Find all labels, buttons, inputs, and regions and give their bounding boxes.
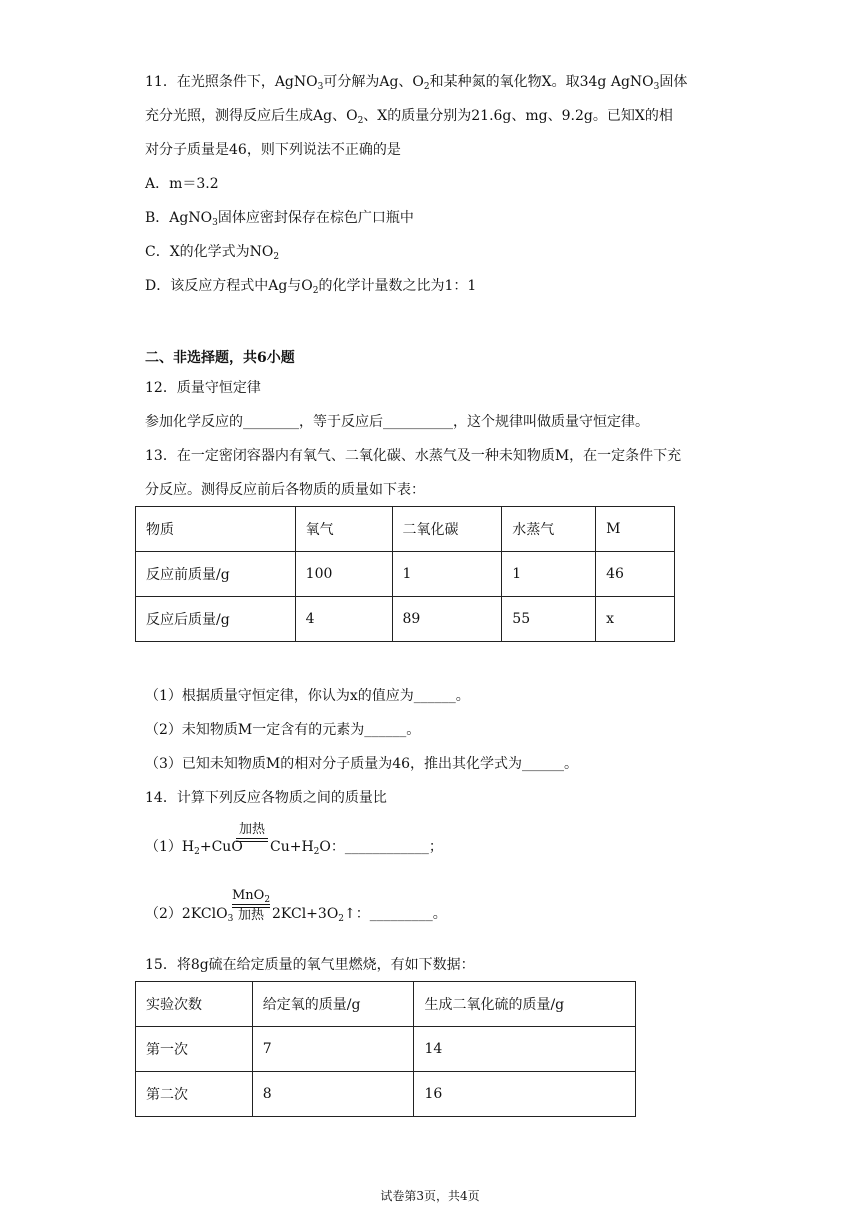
q11-line2: 充分光照，测得反应后生成Ag、$O_2$、X的质量分别为21.6g、mg、9.2g。已知X的相: [145, 108, 673, 126]
table-cell: 89: [392, 597, 502, 642]
q14-title: 14．计算下列反应各物质之间的质量比: [145, 790, 387, 806]
heat-condition-label: 加热: [238, 822, 265, 837]
table-cell: 1: [392, 552, 502, 597]
table-cell: 14: [414, 1027, 636, 1072]
table-cell: 第二次: [136, 1072, 253, 1117]
q14-equation-1-products: $Cu+H_2O$：____________；: [270, 839, 443, 857]
table-cell: 第一次: [136, 1027, 253, 1072]
q11-line1: 11．在光照条件下，AgNO$_3$可分解为Ag、$O_2$和某种氮的氧化物X。取34g AgNO$_3$固体: [145, 74, 688, 92]
q13-sub2: （2）未知物质M一定含有的元素为______。: [145, 722, 421, 738]
table-cell: 46: [596, 552, 675, 597]
heat-condition-label: 加热: [237, 908, 264, 923]
catalyst-label: MnO$_2$: [232, 888, 271, 905]
table-cell: 实验次数: [136, 982, 253, 1027]
q13-sub3: （3）已知未知物质M的相对分子质量为46，推出其化学式为______。: [145, 756, 579, 772]
q14-eq1-condition: [236, 822, 268, 842]
table-cell: 物质: [136, 507, 296, 552]
q11-line3: 对分子质量是46，则下列说法不正确的是: [145, 142, 401, 158]
table-cell: 给定氧的质量/g: [252, 982, 414, 1027]
table-cell: x: [596, 597, 675, 642]
table-row: [136, 552, 675, 597]
table-row: [136, 1027, 636, 1072]
table-cell: 水蒸气: [502, 507, 596, 552]
table-row: [136, 982, 636, 1027]
table-cell: 4: [295, 597, 392, 642]
q15-table: [135, 981, 636, 1117]
q12-text: 参加化学反应的________，等于反应后__________，这个规律叫做质量守恒定律。: [145, 414, 649, 430]
table-cell: M: [596, 507, 675, 552]
q13-line2: 分反应。测得反应前后各物质的质量如下表：: [145, 482, 425, 498]
q13-line1: 13．在一定密闭容器内有氧气、二氧化碳、水蒸气及一种未知物质M，在一定条件下充: [145, 448, 682, 464]
q11-option-a: A．m＝3.2: [145, 176, 219, 192]
table-cell: 100: [295, 552, 392, 597]
q13-sub1: （1）根据质量守恒定律，你认为x的值应为______。: [145, 688, 470, 704]
table-row: [136, 507, 675, 552]
table-row: [136, 1072, 636, 1117]
q14-eq2-condition: [232, 888, 270, 924]
table-cell: 生成二氧化硫的质量/g: [414, 982, 636, 1027]
q14-equation-1: $(1)H_2+CuO$: [145, 839, 243, 857]
q13-table: [135, 506, 675, 642]
table-cell: 8: [252, 1072, 414, 1117]
table-cell: 氧气: [295, 507, 392, 552]
q14-equation-2-products: $2KCl+3O_2↑$：_________。: [272, 906, 447, 924]
equals-sign: [236, 838, 268, 842]
table-cell: 反应前质量/g: [136, 552, 296, 597]
table-cell: 1: [502, 552, 596, 597]
q12-title: 12．质量守恒定律: [145, 380, 261, 396]
table-row: [136, 597, 675, 642]
q11-option-c: C．X的化学式为$NO_2$: [145, 244, 280, 262]
table-cell: 16: [414, 1072, 636, 1117]
table-cell: 反应后质量/g: [136, 597, 296, 642]
q15-title: 15．将8g硫在给定质量的氧气里燃烧，有如下数据：: [145, 957, 475, 973]
q14-equation-2: （2）2KClO$_3$: [145, 906, 234, 924]
table-cell: 7: [252, 1027, 414, 1072]
q11-option-d: D．该反应方程式中Ag与$O_2$的化学计量数之比为1：1: [145, 278, 477, 296]
table-cell: 55: [502, 597, 596, 642]
page-footer: 试卷第3页，共4页: [380, 1189, 480, 1203]
table-cell: 二氧化碳: [392, 507, 502, 552]
section-heading: 二、非选择题，共6小题: [145, 350, 295, 366]
q11-option-b: B．AgNO$_3$固体应密封保存在棕色广口瓶中: [145, 210, 414, 228]
